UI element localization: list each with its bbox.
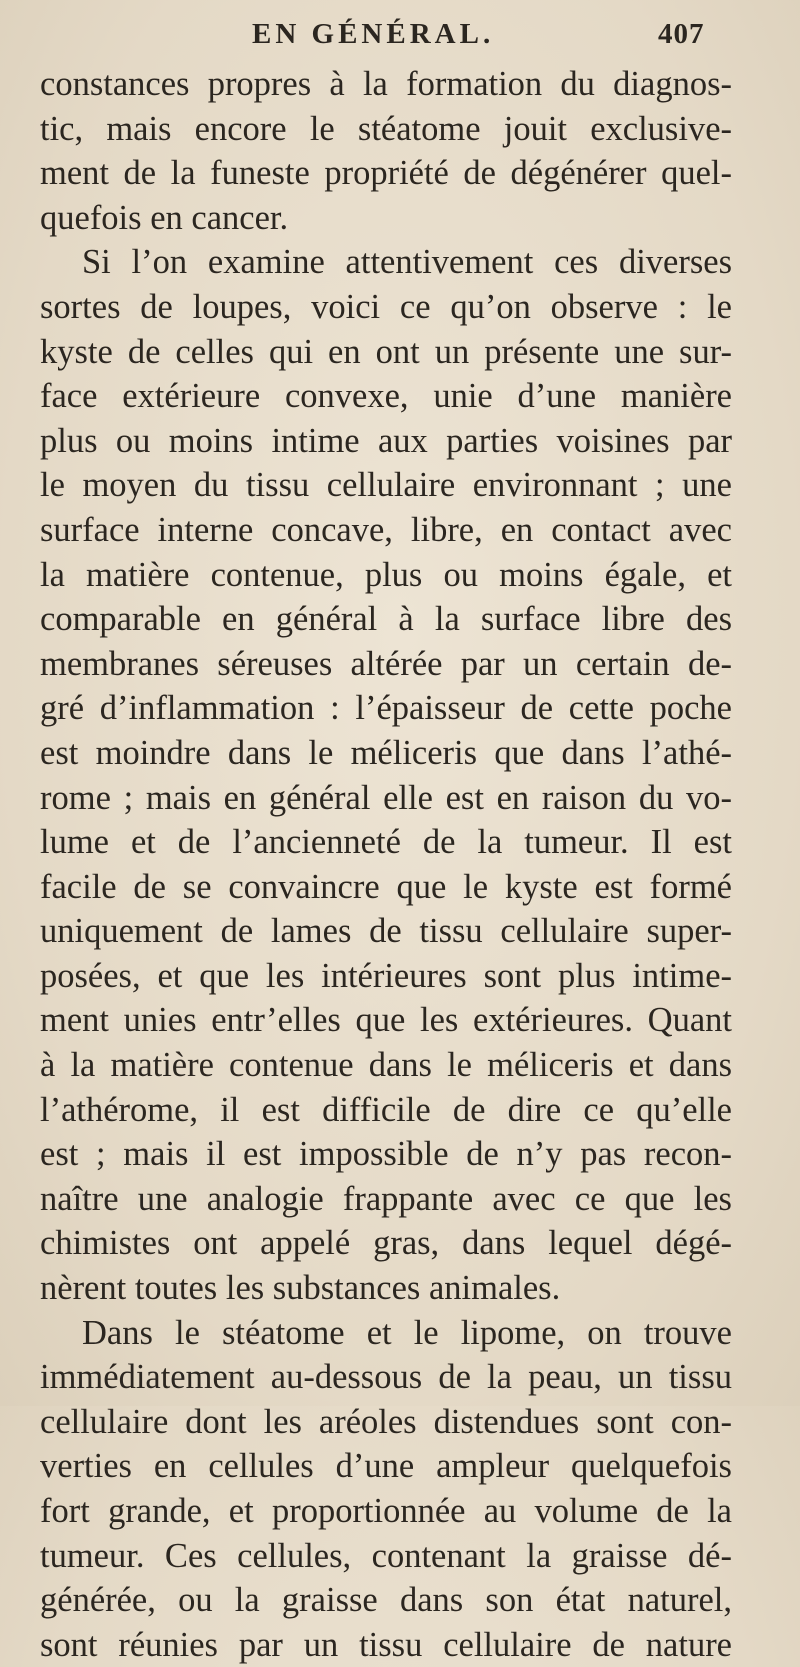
- text-line: verties en cellules d’une ampleur quelquefois: [40, 1447, 732, 1486]
- paragraph: [40, 1311, 732, 1667]
- text-line: membranes séreuses altérée par un certain de-: [40, 644, 732, 683]
- text-line: ment unies entr’elles que les extérieures. Quant: [40, 1001, 732, 1040]
- paragraph: [40, 240, 732, 1310]
- text-line: cellulaire dont les aréoles distendues sont con-: [40, 1402, 732, 1441]
- text-line: uniquement de lames de tissu cellulaire super-: [40, 912, 732, 951]
- text-line: immédiatement au-dessous de la peau, un tissu: [40, 1358, 732, 1397]
- text-line: kyste de celles qui en ont un présente une sur-: [40, 332, 732, 371]
- text-line: gré d’inflammation : l’épaisseur de cette poche: [40, 689, 732, 728]
- text-line: est ; mais il est impossible de n’y pas recon-: [40, 1135, 732, 1174]
- text-line: sont réunies par un tissu cellulaire de nature: [40, 1625, 732, 1664]
- text-line: Dans le stéatome et le lipome, on trouve: [82, 1313, 732, 1352]
- text-line: facile de se convaincre que le kyste est formé: [40, 867, 732, 906]
- text-line: posées, et que les intérieures sont plus intime-: [40, 956, 732, 995]
- text-line: sortes de loupes, voici ce qu’on observe : le: [40, 287, 732, 326]
- text-line: plus ou moins intime aux parties voisines par: [40, 421, 732, 460]
- body-text: [40, 62, 732, 1667]
- text-line: générée, ou la graisse dans son état naturel,: [40, 1581, 732, 1620]
- text-line: la matière contenue, plus ou moins égale, et: [40, 555, 732, 594]
- text-line: tumeur. Ces cellules, contenant la graisse dé-: [40, 1536, 732, 1575]
- text-line: rome ; mais en général elle est en raison du vo-: [40, 778, 732, 817]
- text-line: constances propres à la formation du diagnos-: [40, 65, 732, 103]
- text-line: tic, mais encore le stéatome jouit exclusive-: [40, 109, 732, 148]
- text-line: nèrent toutes les substances animales.: [40, 1269, 561, 1308]
- text-line: le moyen du tissu cellulaire environnant ; une: [40, 466, 732, 505]
- text-line: l’athérome, il est difficile de dire ce qu’elle: [40, 1090, 732, 1129]
- paragraph: [40, 62, 732, 240]
- text-line: à la matière contenue dans le méliceris et dans: [40, 1046, 732, 1085]
- text-line: lume et de l’ancienneté de la tumeur. Il est: [40, 823, 732, 862]
- text-line: naître une analogie frappante avec ce que les: [40, 1179, 732, 1218]
- text-line: Si l’on examine attentivement ces diverses: [82, 243, 732, 282]
- text-line: quefois en cancer.: [40, 198, 289, 237]
- text-line: fort grande, et proportionnée au volume de la: [40, 1492, 732, 1530]
- text-line: chimistes ont appelé gras, dans lequel dégé-: [40, 1224, 732, 1263]
- running-head: [40, 18, 730, 62]
- text-line: surface interne concave, libre, en contact avec: [40, 510, 732, 549]
- page-number: 407: [658, 18, 705, 50]
- text-line: est moindre dans le méliceris que dans l’athé-: [40, 733, 732, 772]
- text-line: face extérieure convexe, unie d’une manière: [40, 377, 732, 416]
- running-title: EN GÉNÉRAL.: [252, 18, 495, 50]
- text-line: comparable en général à la surface libre des: [40, 600, 732, 639]
- text-line: ment de la funeste propriété de dégénérer quel-: [40, 154, 732, 193]
